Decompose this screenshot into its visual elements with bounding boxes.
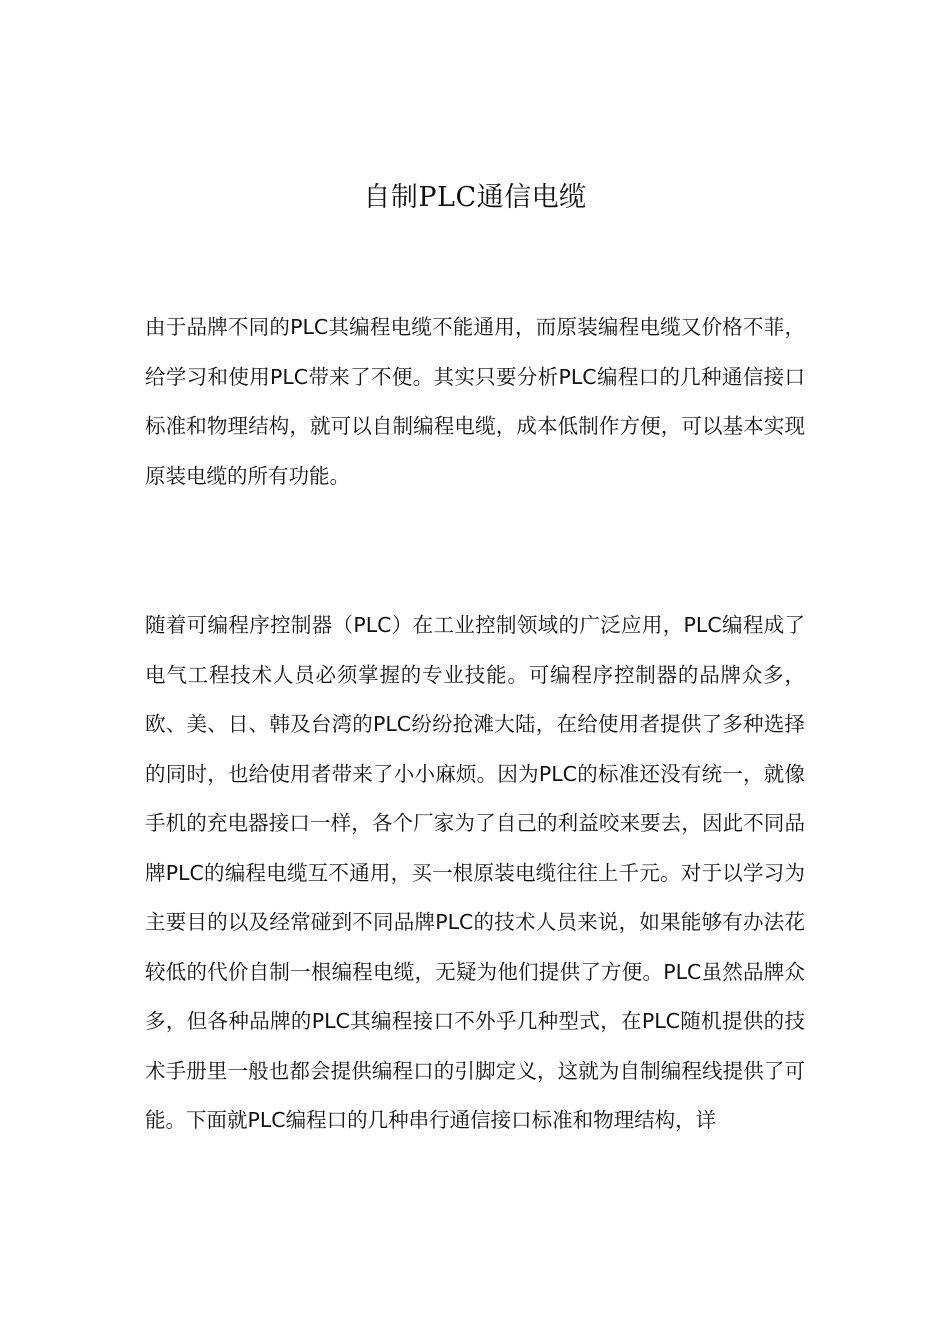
intro-paragraph: 由于品牌不同的PLC其编程电缆不能通用，而原装编程电缆又价格不菲，给学习和使用PLC带来了不便。其实只要分析PLC编程口的几种通信接口标准和物理结构，就可以自制编程电缆，成本低制作方便，可以基本实现原装电缆的所有功能。 bbox=[145, 315, 805, 488]
document-title: 自制PLC通信电缆 bbox=[363, 182, 587, 213]
body-paragraph: 随着可编程序控制器（PLC）在工业控制领域的广泛应用，PLC编程成了电气工程技术人员必须掌握的专业技能。可编程序控制器的品牌众多，欧、美、日、韩及台湾的PLC纷纷抢滩大陆，在给使用者提供了多种选择的同时，也给使用者带来了小小麻烦。因为PLC的标准还没有统一，就像手机的充电器接口一样，各个厂家为了自己的利益咬来要去，因此不同品牌PLC的编程电缆互不通用，买一根原装电缆往往上千元。对于以学习为主要目的以及经常碰到不同品牌PLC的技术人员来说，如果能够有办法花较低的代价自制一根编程电缆，无疑为他们提供了方便。PLC虽然品牌众多，但各种品牌的PLC其编程接口不外乎几种型式，在PLC随机提供的技术手册里一般也都会提供编程口的引脚定义，这就为自制编程线提供了可能。下面就PLC编程口的几种串行通信接口标准和物理结构，详 bbox=[145, 613, 805, 1132]
